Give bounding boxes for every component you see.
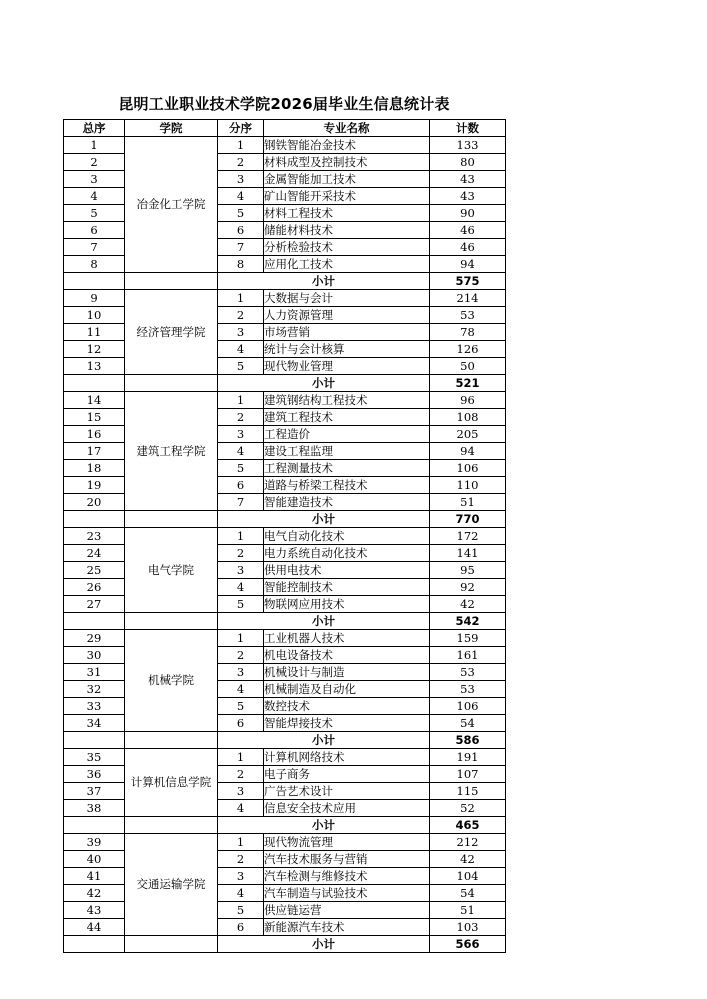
table-row — [64, 392, 506, 409]
sub-seq-cell: 6 — [218, 222, 264, 239]
subtotal-empty-cell — [125, 273, 218, 290]
count-cell: 43 — [430, 188, 506, 205]
header-major: 专业名称 — [264, 120, 430, 137]
count-cell: 53 — [430, 664, 506, 681]
subtotal-label: 小计 — [218, 613, 430, 630]
count-cell: 46 — [430, 239, 506, 256]
major-name-cell: 金属智能加工技术 — [264, 171, 430, 188]
major-name-cell: 建筑工程技术 — [264, 409, 430, 426]
count-cell: 54 — [430, 885, 506, 902]
count-cell: 106 — [430, 698, 506, 715]
count-cell: 51 — [430, 494, 506, 511]
total-seq-cell: 38 — [64, 800, 125, 817]
sub-seq-cell: 3 — [218, 868, 264, 885]
sub-seq-cell: 5 — [218, 596, 264, 613]
total-seq-cell: 16 — [64, 426, 125, 443]
major-name-cell: 供应链运营 — [264, 902, 430, 919]
count-cell: 54 — [430, 715, 506, 732]
college-cell: 冶金化工学院 — [125, 137, 218, 273]
subtotal-row — [64, 936, 506, 953]
subtotal-label: 小计 — [218, 511, 430, 528]
count-cell: 110 — [430, 477, 506, 494]
total-seq-cell: 3 — [64, 171, 125, 188]
sub-seq-cell: 2 — [218, 409, 264, 426]
subtotal-empty-cell — [125, 936, 218, 953]
total-seq-cell: 26 — [64, 579, 125, 596]
major-name-cell: 机械制造及自动化 — [264, 681, 430, 698]
count-cell: 94 — [430, 443, 506, 460]
count-cell: 161 — [430, 647, 506, 664]
count-cell: 106 — [430, 460, 506, 477]
count-cell: 42 — [430, 851, 506, 868]
count-cell: 50 — [430, 358, 506, 375]
sub-seq-cell: 3 — [218, 171, 264, 188]
major-name-cell: 物联网应用技术 — [264, 596, 430, 613]
major-name-cell: 钢铁智能冶金技术 — [264, 137, 430, 154]
total-seq-cell: 30 — [64, 647, 125, 664]
table-body — [64, 137, 506, 953]
page-title: 昆明工业职业技术学院2026届毕业生信息统计表 — [118, 95, 450, 113]
sub-seq-cell: 2 — [218, 545, 264, 562]
total-seq-cell: 19 — [64, 477, 125, 494]
total-seq-cell: 33 — [64, 698, 125, 715]
sub-seq-cell: 3 — [218, 426, 264, 443]
subtotal-empty-cell — [64, 936, 125, 953]
count-cell: 103 — [430, 919, 506, 936]
sub-seq-cell: 1 — [218, 392, 264, 409]
sub-seq-cell: 2 — [218, 154, 264, 171]
major-name-cell: 汽车技术服务与营销 — [264, 851, 430, 868]
subtotal-label: 小计 — [218, 732, 430, 749]
sub-seq-cell: 3 — [218, 664, 264, 681]
total-seq-cell: 13 — [64, 358, 125, 375]
table-row — [64, 749, 506, 766]
subtotal-row — [64, 511, 506, 528]
count-cell: 92 — [430, 579, 506, 596]
major-name-cell: 机电设备技术 — [264, 647, 430, 664]
college-cell: 经济管理学院 — [125, 290, 218, 375]
subtotal-value: 566 — [430, 936, 506, 953]
college-cell: 机械学院 — [125, 630, 218, 732]
sub-seq-cell: 5 — [218, 902, 264, 919]
total-seq-cell: 42 — [64, 885, 125, 902]
count-cell: 191 — [430, 749, 506, 766]
major-name-cell: 汽车制造与试验技术 — [264, 885, 430, 902]
sub-seq-cell: 3 — [218, 783, 264, 800]
table-row — [64, 528, 506, 545]
major-name-cell: 电力系统自动化技术 — [264, 545, 430, 562]
count-cell: 46 — [430, 222, 506, 239]
subtotal-empty-cell — [125, 732, 218, 749]
sub-seq-cell: 1 — [218, 749, 264, 766]
major-name-cell: 工程造价 — [264, 426, 430, 443]
total-seq-cell: 32 — [64, 681, 125, 698]
count-cell: 141 — [430, 545, 506, 562]
subtotal-empty-cell — [64, 732, 125, 749]
count-cell: 214 — [430, 290, 506, 307]
sub-seq-cell: 7 — [218, 239, 264, 256]
major-name-cell: 矿山智能开采技术 — [264, 188, 430, 205]
major-name-cell: 智能控制技术 — [264, 579, 430, 596]
sub-seq-cell: 4 — [218, 341, 264, 358]
subtotal-empty-cell — [125, 511, 218, 528]
sub-seq-cell: 6 — [218, 477, 264, 494]
total-seq-cell: 40 — [64, 851, 125, 868]
major-name-cell: 现代物业管理 — [264, 358, 430, 375]
sub-seq-cell: 8 — [218, 256, 264, 273]
total-seq-cell: 6 — [64, 222, 125, 239]
college-cell: 交通运输学院 — [125, 834, 218, 936]
total-seq-cell: 9 — [64, 290, 125, 307]
total-seq-cell: 23 — [64, 528, 125, 545]
major-name-cell: 计算机网络技术 — [264, 749, 430, 766]
subtotal-empty-cell — [125, 375, 218, 392]
subtotal-empty-cell — [64, 273, 125, 290]
count-cell: 94 — [430, 256, 506, 273]
subtotal-empty-cell — [64, 817, 125, 834]
count-cell: 90 — [430, 205, 506, 222]
table-row — [64, 834, 506, 851]
count-cell: 107 — [430, 766, 506, 783]
total-seq-cell: 18 — [64, 460, 125, 477]
major-name-cell: 现代物流管理 — [264, 834, 430, 851]
subtotal-empty-cell — [64, 511, 125, 528]
total-seq-cell: 36 — [64, 766, 125, 783]
sub-seq-cell: 2 — [218, 851, 264, 868]
graduate-stats-table — [63, 119, 506, 953]
table-row — [64, 137, 506, 154]
college-cell: 计算机信息学院 — [125, 749, 218, 817]
major-name-cell: 汽车检测与维修技术 — [264, 868, 430, 885]
sub-seq-cell: 6 — [218, 715, 264, 732]
header-sub-seq: 分序 — [218, 120, 264, 137]
total-seq-cell: 4 — [64, 188, 125, 205]
subtotal-value: 586 — [430, 732, 506, 749]
total-seq-cell: 39 — [64, 834, 125, 851]
count-cell: 115 — [430, 783, 506, 800]
total-seq-cell: 29 — [64, 630, 125, 647]
subtotal-value: 575 — [430, 273, 506, 290]
subtotal-label: 小计 — [218, 936, 430, 953]
count-cell: 43 — [430, 171, 506, 188]
count-cell: 53 — [430, 681, 506, 698]
major-name-cell: 智能焊接技术 — [264, 715, 430, 732]
sub-seq-cell: 2 — [218, 766, 264, 783]
count-cell: 80 — [430, 154, 506, 171]
major-name-cell: 机械设计与制造 — [264, 664, 430, 681]
count-cell: 104 — [430, 868, 506, 885]
sub-seq-cell: 4 — [218, 443, 264, 460]
sub-seq-cell: 1 — [218, 137, 264, 154]
subtotal-row — [64, 817, 506, 834]
major-name-cell: 工程测量技术 — [264, 460, 430, 477]
total-seq-cell: 41 — [64, 868, 125, 885]
sub-seq-cell: 5 — [218, 460, 264, 477]
subtotal-value: 465 — [430, 817, 506, 834]
major-name-cell: 道路与桥梁工程技术 — [264, 477, 430, 494]
count-cell: 108 — [430, 409, 506, 426]
subtotal-row — [64, 375, 506, 392]
major-name-cell: 数控技术 — [264, 698, 430, 715]
total-seq-cell: 8 — [64, 256, 125, 273]
count-cell: 159 — [430, 630, 506, 647]
subtotal-empty-cell — [64, 613, 125, 630]
header-count: 计数 — [430, 120, 506, 137]
count-cell: 78 — [430, 324, 506, 341]
total-seq-cell: 10 — [64, 307, 125, 324]
count-cell: 95 — [430, 562, 506, 579]
total-seq-cell: 20 — [64, 494, 125, 511]
total-seq-cell: 15 — [64, 409, 125, 426]
sub-seq-cell: 1 — [218, 834, 264, 851]
count-cell: 126 — [430, 341, 506, 358]
count-cell: 205 — [430, 426, 506, 443]
total-seq-cell: 35 — [64, 749, 125, 766]
subtotal-label: 小计 — [218, 375, 430, 392]
subtotal-value: 521 — [430, 375, 506, 392]
subtotal-empty-cell — [64, 375, 125, 392]
total-seq-cell: 24 — [64, 545, 125, 562]
sub-seq-cell: 1 — [218, 528, 264, 545]
total-seq-cell: 12 — [64, 341, 125, 358]
total-seq-cell: 14 — [64, 392, 125, 409]
sub-seq-cell: 5 — [218, 358, 264, 375]
count-cell: 172 — [430, 528, 506, 545]
total-seq-cell: 31 — [64, 664, 125, 681]
major-name-cell: 信息安全技术应用 — [264, 800, 430, 817]
subtotal-empty-cell — [125, 613, 218, 630]
subtotal-row — [64, 732, 506, 749]
subtotal-empty-cell — [125, 817, 218, 834]
college-cell: 建筑工程学院 — [125, 392, 218, 511]
total-seq-cell: 43 — [64, 902, 125, 919]
count-cell: 53 — [430, 307, 506, 324]
subtotal-label: 小计 — [218, 817, 430, 834]
major-name-cell: 大数据与会计 — [264, 290, 430, 307]
major-name-cell: 建筑钢结构工程技术 — [264, 392, 430, 409]
header-college: 学院 — [125, 120, 218, 137]
major-name-cell: 供用电技术 — [264, 562, 430, 579]
total-seq-cell: 1 — [64, 137, 125, 154]
total-seq-cell: 44 — [64, 919, 125, 936]
count-cell: 51 — [430, 902, 506, 919]
sub-seq-cell: 2 — [218, 307, 264, 324]
major-name-cell: 电子商务 — [264, 766, 430, 783]
sub-seq-cell: 4 — [218, 681, 264, 698]
sub-seq-cell: 5 — [218, 698, 264, 715]
major-name-cell: 新能源汽车技术 — [264, 919, 430, 936]
count-cell: 212 — [430, 834, 506, 851]
count-cell: 133 — [430, 137, 506, 154]
sub-seq-cell: 2 — [218, 647, 264, 664]
sub-seq-cell: 3 — [218, 324, 264, 341]
table-row — [64, 630, 506, 647]
total-seq-cell: 37 — [64, 783, 125, 800]
count-cell: 96 — [430, 392, 506, 409]
sub-seq-cell: 4 — [218, 800, 264, 817]
major-name-cell: 储能材料技术 — [264, 222, 430, 239]
count-cell: 52 — [430, 800, 506, 817]
total-seq-cell: 25 — [64, 562, 125, 579]
total-seq-cell: 27 — [64, 596, 125, 613]
total-seq-cell: 34 — [64, 715, 125, 732]
sub-seq-cell: 4 — [218, 579, 264, 596]
subtotal-label: 小计 — [218, 273, 430, 290]
header-total-seq: 总序 — [64, 120, 125, 137]
total-seq-cell: 11 — [64, 324, 125, 341]
major-name-cell: 市场营销 — [264, 324, 430, 341]
major-name-cell: 分析检验技术 — [264, 239, 430, 256]
subtotal-value: 542 — [430, 613, 506, 630]
sub-seq-cell: 5 — [218, 205, 264, 222]
sub-seq-cell: 6 — [218, 919, 264, 936]
major-name-cell: 应用化工技术 — [264, 256, 430, 273]
major-name-cell: 工业机器人技术 — [264, 630, 430, 647]
subtotal-row — [64, 273, 506, 290]
major-name-cell: 电气自动化技术 — [264, 528, 430, 545]
total-seq-cell: 5 — [64, 205, 125, 222]
total-seq-cell: 17 — [64, 443, 125, 460]
major-name-cell: 建设工程监理 — [264, 443, 430, 460]
major-name-cell: 统计与会计核算 — [264, 341, 430, 358]
table-row — [64, 290, 506, 307]
total-seq-cell: 7 — [64, 239, 125, 256]
sub-seq-cell: 4 — [218, 188, 264, 205]
subtotal-row — [64, 613, 506, 630]
major-name-cell: 人力资源管理 — [264, 307, 430, 324]
subtotal-value: 770 — [430, 511, 506, 528]
college-cell: 电气学院 — [125, 528, 218, 613]
major-name-cell: 广告艺术设计 — [264, 783, 430, 800]
table-header-row — [64, 120, 506, 137]
major-name-cell: 材料成型及控制技术 — [264, 154, 430, 171]
total-seq-cell: 2 — [64, 154, 125, 171]
sub-seq-cell: 4 — [218, 885, 264, 902]
sub-seq-cell: 1 — [218, 290, 264, 307]
sub-seq-cell: 7 — [218, 494, 264, 511]
major-name-cell: 智能建造技术 — [264, 494, 430, 511]
count-cell: 42 — [430, 596, 506, 613]
sub-seq-cell: 3 — [218, 562, 264, 579]
major-name-cell: 材料工程技术 — [264, 205, 430, 222]
sub-seq-cell: 1 — [218, 630, 264, 647]
